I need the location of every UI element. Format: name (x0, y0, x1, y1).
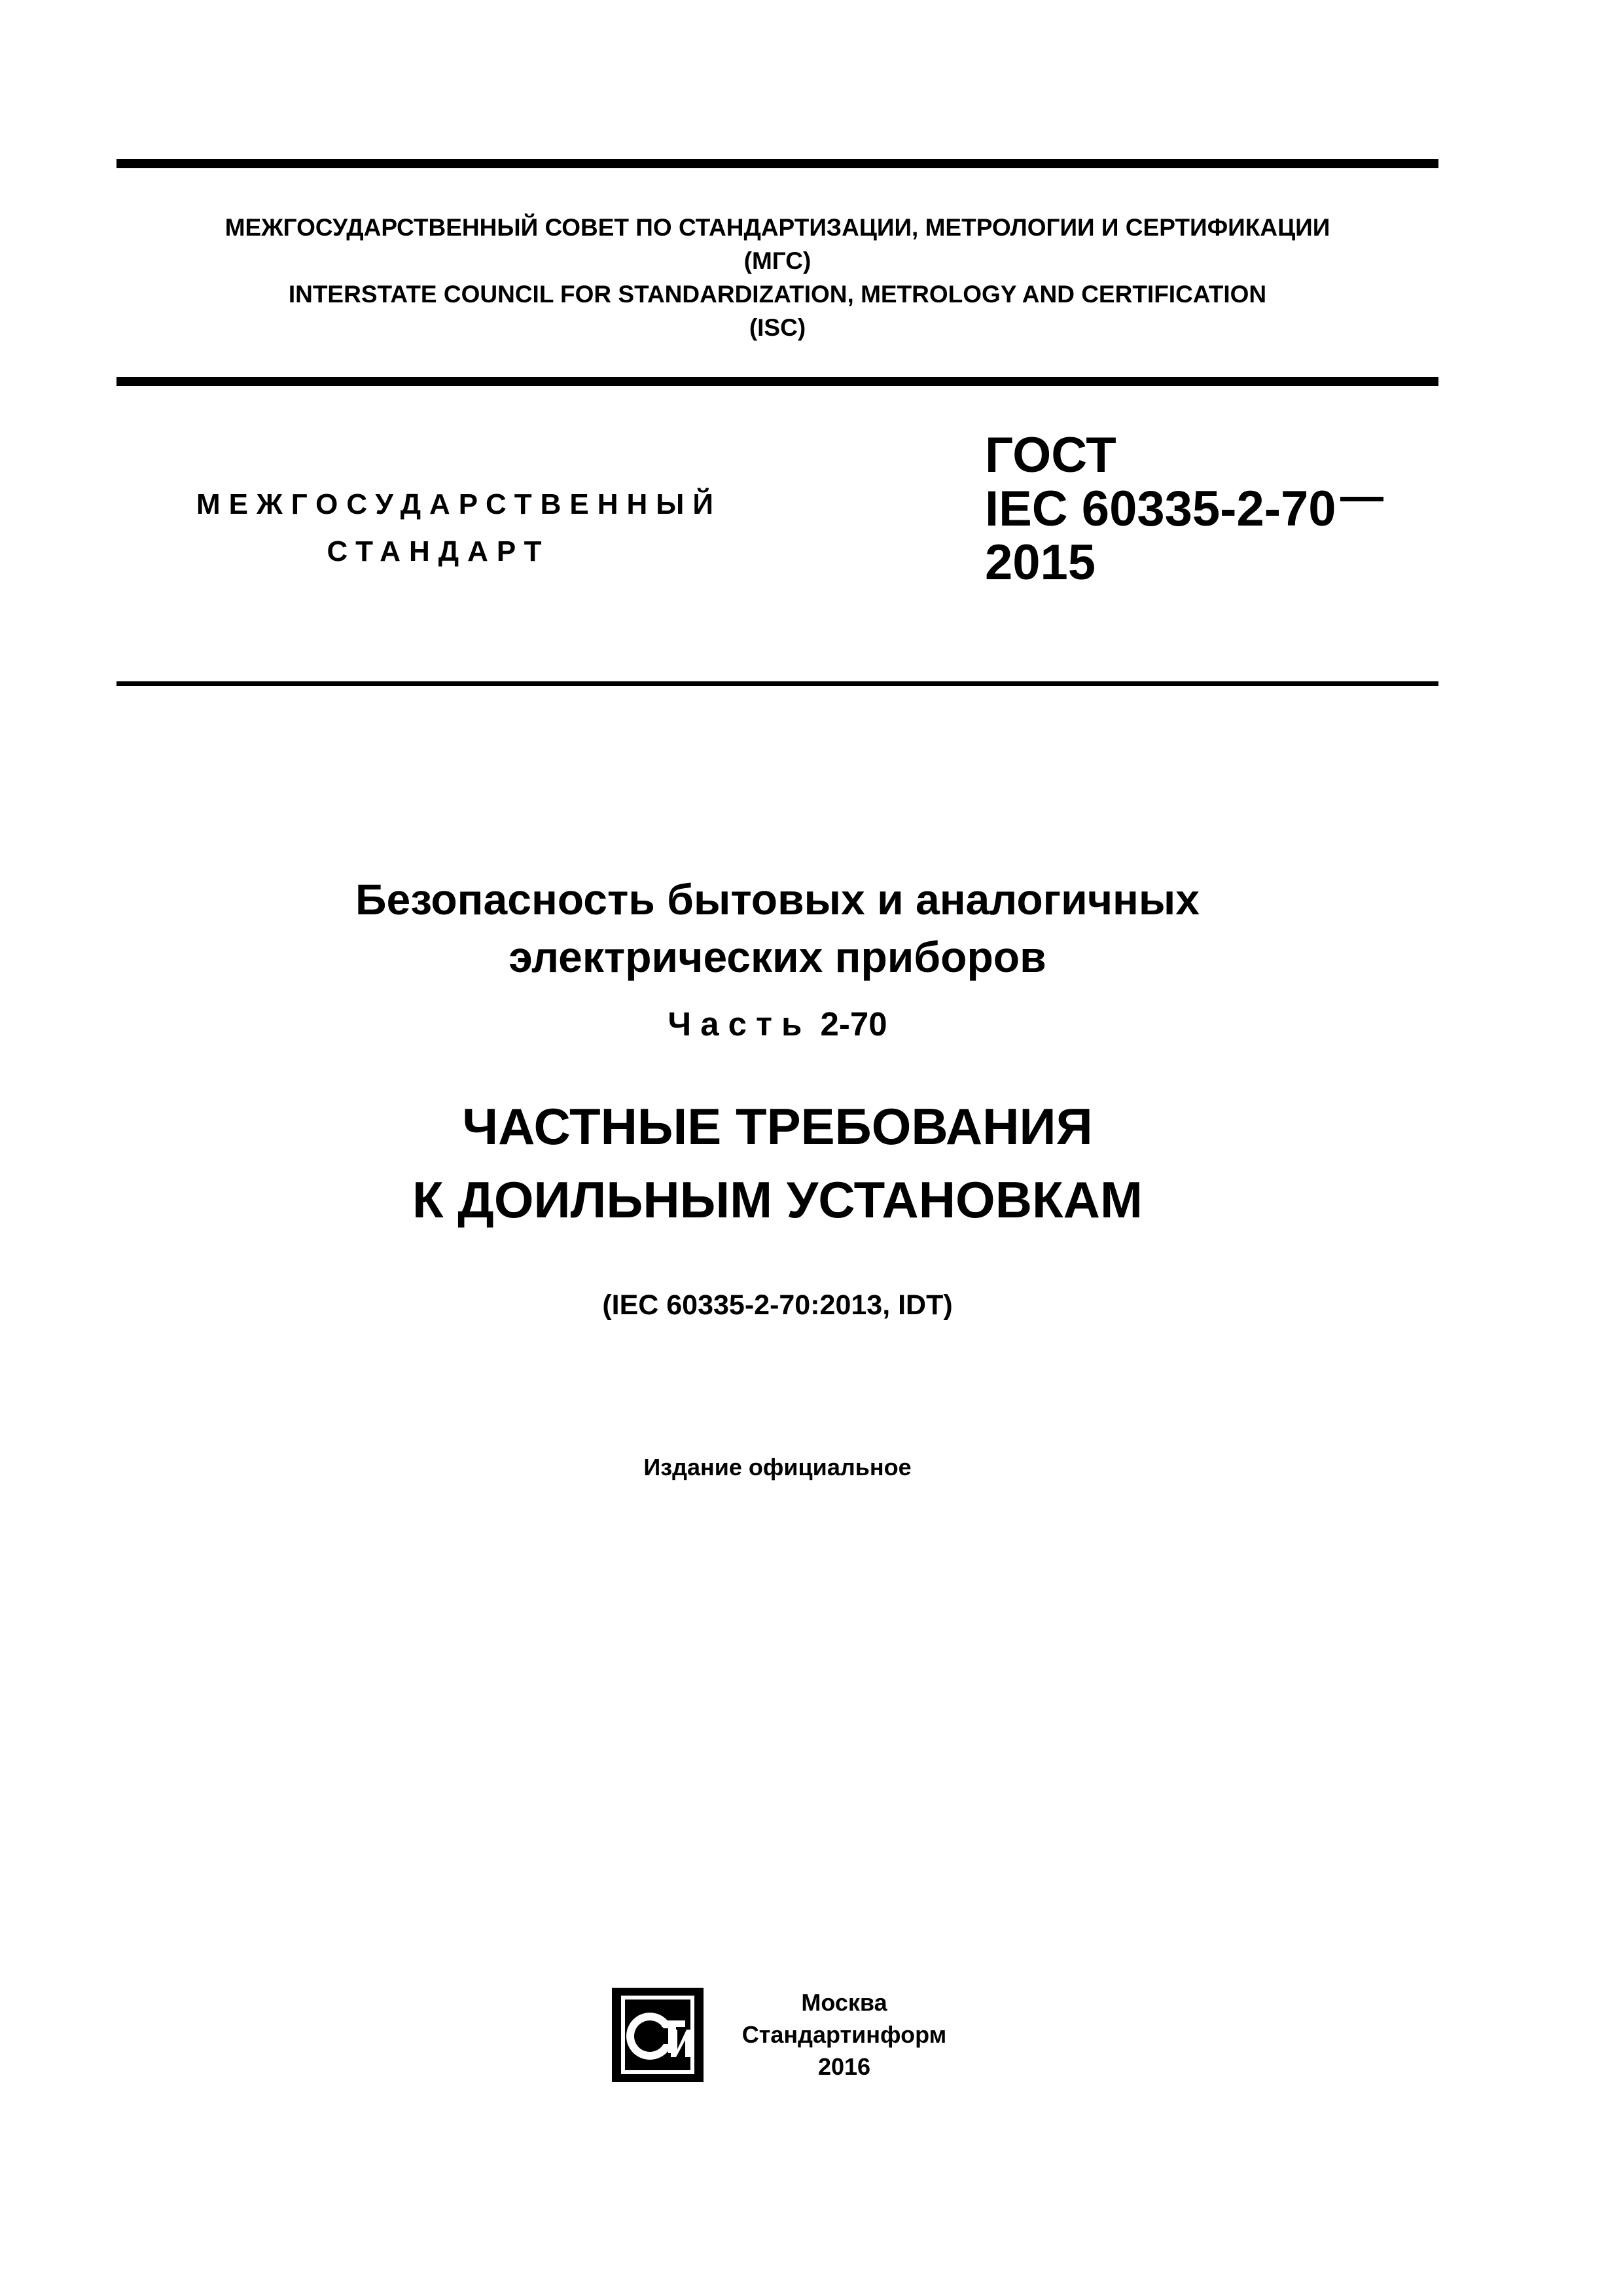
council-ru-abbr: (МГС) (743, 247, 812, 274)
standard-type-line1: МЕЖГОСУДАРСТВЕННЫЙ (196, 488, 722, 520)
council-ru-name: МЕЖГОСУДАРСТВЕННЫЙ СОВЕТ ПО СТАНДАРТИЗАЦИИ, МЕТРОЛОГИИ И СЕРТИФИКАЦИИ (224, 214, 1330, 241)
iec-reference: (IEC 60335-2-70:2013, IDT) (602, 1289, 953, 1321)
subtitle-line1: ЧАСТНЫЕ ТРЕБОВАНИЯ (462, 1098, 1093, 1155)
publisher-year: 2016 (817, 2053, 871, 2080)
standartinform-logo-icon (612, 1988, 704, 2082)
publisher-block (726, 1986, 962, 2083)
part-label: Часть (668, 1005, 812, 1043)
designation-dash (1340, 497, 1383, 501)
publisher-city: Москва (801, 1989, 887, 2016)
part-number (116, 1005, 1438, 1044)
standard-type (196, 481, 722, 575)
council-en-abbr: (ISC) (749, 314, 806, 341)
designation-number: IEC 60335-2-70 (985, 481, 1336, 537)
part-value: 2-70 (820, 1005, 887, 1043)
council-en-name: INTERSTATE COUNCIL FOR STANDARDIZATION, METROLOGY AND CERTIFICATION (288, 281, 1267, 308)
subtitle-line2: К ДОИЛЬНЫМ УСТАНОВКАМ (412, 1171, 1143, 1229)
document-subtitle (116, 1090, 1438, 1236)
designation-prefix: ГОСТ (985, 427, 1116, 483)
document-title (116, 870, 1438, 986)
edition-label: Издание официальное (643, 1454, 912, 1480)
title-line1: Безопасность бытовых и аналогичных (355, 875, 1200, 924)
top-rule (116, 159, 1438, 168)
standard-type-line2: СТАНДАРТ (327, 535, 550, 567)
title-line2: электрических приборов (508, 933, 1046, 981)
designation-year: 2015 (985, 535, 1096, 590)
council-rule (116, 377, 1438, 386)
header-bottom-rule (116, 681, 1438, 686)
publisher-name: Стандартинформ (741, 2021, 947, 2048)
council-header (116, 211, 1438, 344)
standard-designation (985, 429, 1383, 590)
